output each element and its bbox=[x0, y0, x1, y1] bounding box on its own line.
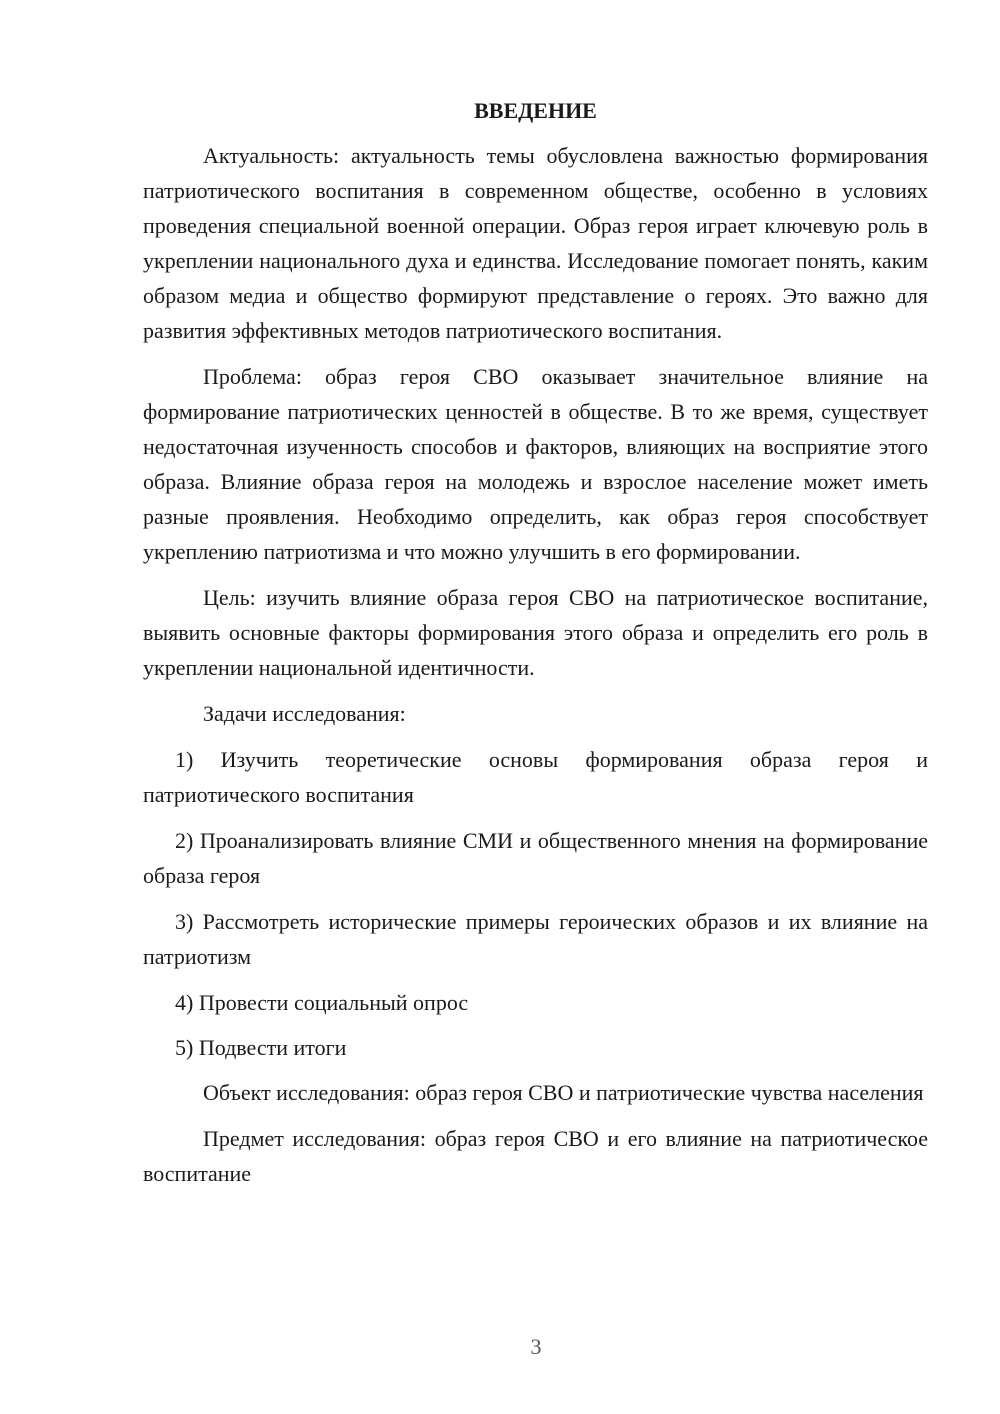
task-item-1: 1) Изучить теоретические основы формирования образа героя и патриотического воспитания bbox=[143, 747, 928, 807]
paragraph-relevance: Актуальность: актуальность темы обусловлена важностью формирования патриотического воспитания в современном обществе, особенно в условиях проведения специальной военной операции. Образ героя играет ключевую роль в укреплении национального духа и единства. Исследование помогает понять, каким образом медиа и общество формируют представление о героях. Это важно для развития эффективных методов патриотического воспитания. bbox=[143, 143, 928, 343]
page-number: 3 bbox=[530, 1334, 542, 1359]
task-item-3: 3) Рассмотреть исторические примеры героических образов и их влияние на патриотизм bbox=[143, 909, 928, 969]
paragraph-object: Объект исследования: образ героя СВО и патриотические чувства населения bbox=[203, 1080, 924, 1105]
section-title: ВВЕДЕНИЕ bbox=[474, 98, 597, 123]
task-item-2: 2) Проанализировать влияние СМИ и общественного мнения на формирование образа героя bbox=[143, 828, 928, 888]
paragraph-goal: Цель: изучить влияние образа героя СВО на патриотическое воспитание, выявить основные факторы формирования этого образа и определить его роль в укреплении национальной идентичности. bbox=[143, 585, 928, 680]
document-page bbox=[143, 96, 928, 1202]
task-item-4: 4) Провести социальный опрос bbox=[175, 990, 469, 1015]
paragraph-subject: Предмет исследования: образ героя СВО и его влияние на патриотическое воспитание bbox=[143, 1126, 928, 1186]
task-item-5: 5) Подвести итоги bbox=[175, 1035, 347, 1060]
tasks-heading: Задачи исследования: bbox=[203, 701, 406, 726]
paragraph-problem: Проблема: образ героя СВО оказывает значительное влияние на формирование патриотических ценностей в обществе. В то же время, существует недостаточная изученность способов и факторов, влияющих на восприятие этого образа. Влияние образа героя на молодежь и взрослое население может иметь разные проявления. Необходимо определить, как образ героя способствует укреплению патриотизма и что можно улучшить в его формировании. bbox=[143, 364, 928, 564]
